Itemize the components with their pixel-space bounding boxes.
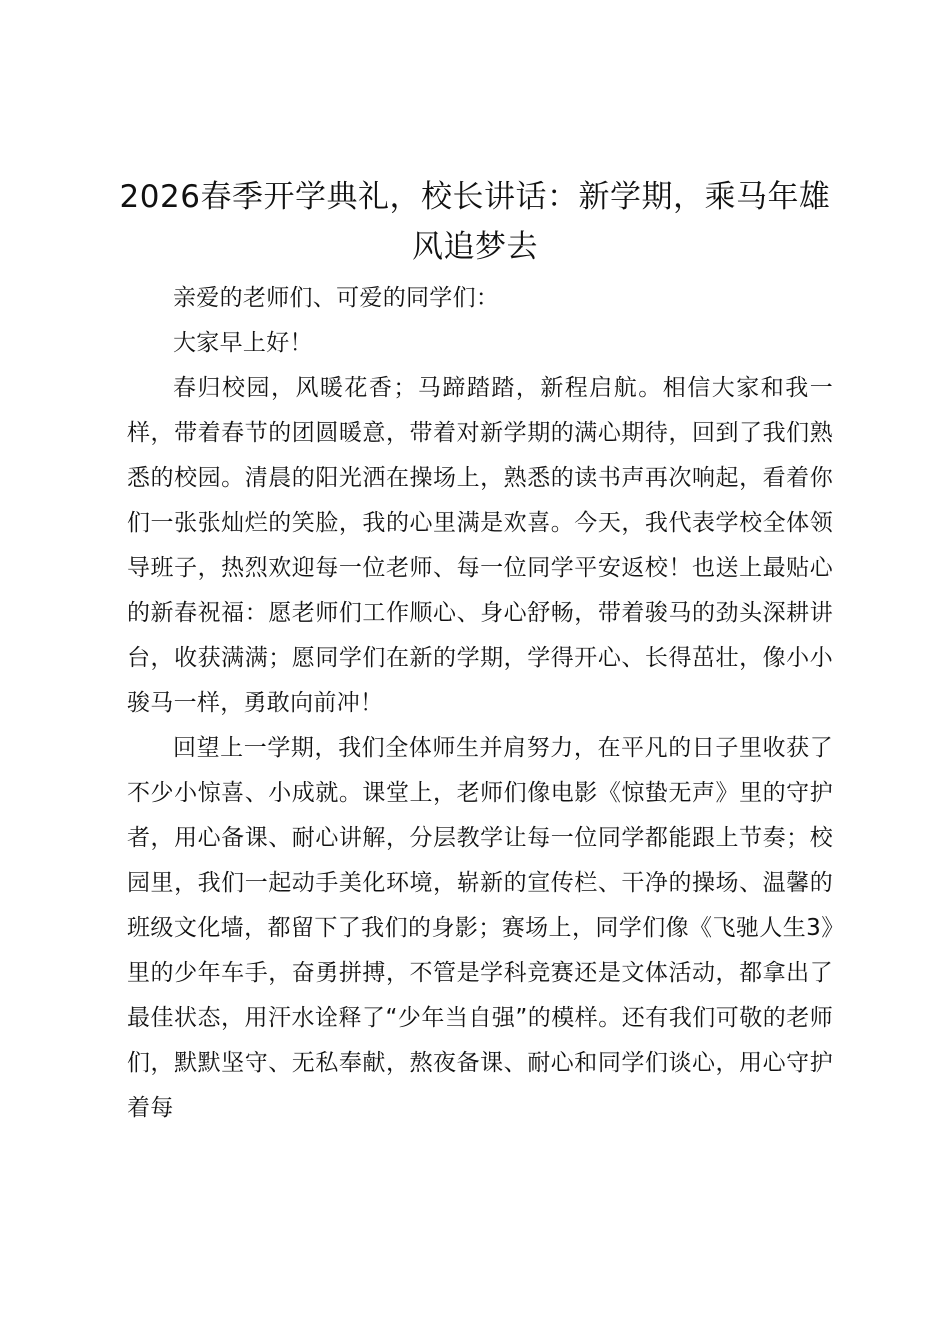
greeting: 大家早上好！	[173, 330, 313, 356]
document-body	[127, 276, 833, 1131]
salutation: 亲爱的老师们、可爱的同学们：	[173, 285, 500, 311]
paragraph: 春归校园，风暖花香；马蹄踏踏，新程启航。相信大家和我一样，带着春节的团圆暖意，带着对新学期的满心期待，回到了我们熟悉的校园。清晨的阳光洒在操场上，熟悉的读书声再次响起，看着你们一张张灿烂的笑脸，我的心里满是欢喜。今天，我代表学校全体领导班子，热烈欢迎每一位老师、每一位同学平安返校！也送上最贴心的新春祝福：愿老师们工作顺心、身心舒畅，带着骏马的劲头深耕讲台，收获满满；愿同学们在新的学期，学得开心、长得茁壮，像小小骏马一样，勇敢向前冲！	[127, 375, 833, 716]
document-title: 2026春季开学典礼，校长讲话：新学期，乘马年雄风追梦去	[119, 179, 831, 265]
paragraph: 回望上一学期，我们全体师生并肩努力，在平凡的日子里收获了不少小惊喜、小成就。课堂上，老师们像电影《惊蛰无声》里的守护者，用心备课、耐心讲解，分层教学让每一位同学都能跟上节奏；校园里，我们一起动手美化环境，崭新的宣传栏、干净的操场、温馨的班级文化墙，都留下了我们的身影；赛场上，同学们像《飞驰人生3》里的少年车手，奋勇拼搏，不管是学科竞赛还是文体活动，都拿出了最佳状态，用汗水诠释了“少年当自强”的模样。还有我们可敬的老师们，默默坚守、无私奉献，熬夜备课、耐心和同学们谈心，用心守护着每	[127, 735, 833, 1121]
